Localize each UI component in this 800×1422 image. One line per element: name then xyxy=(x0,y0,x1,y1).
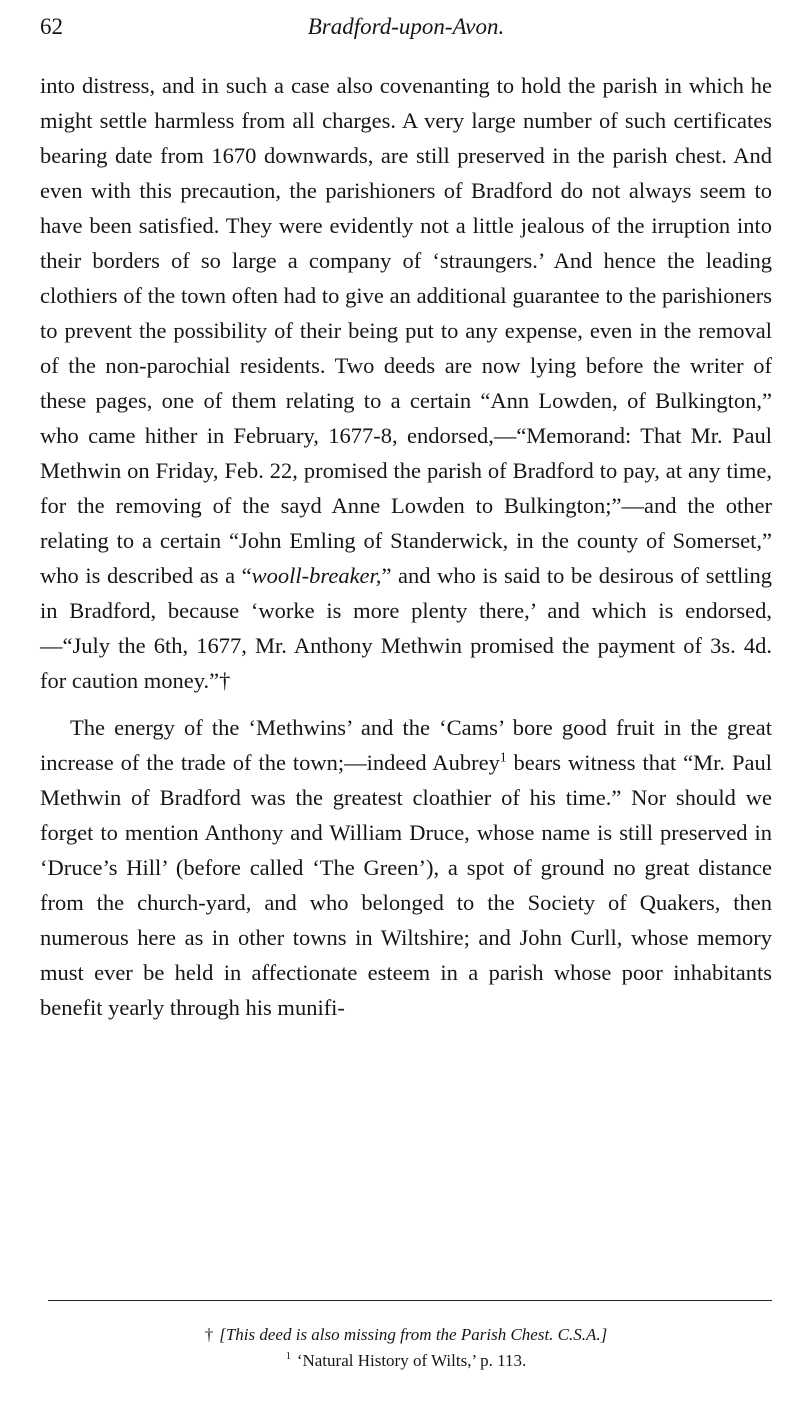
footnote-dagger-mark: † xyxy=(204,1325,214,1344)
footnote-dagger-text: [This deed is also missing from the Parish Chest. C.S.A.] xyxy=(219,1325,608,1344)
italic-term: wooll-breaker, xyxy=(251,563,382,588)
paragraph-2-text-a: The energy of the ‘Methwins’ and the ‘Cams’ bore good fruit in the great increase of the trade of the town;—indeed Aubrey xyxy=(40,715,772,775)
paragraph-1-text-b: ” and who is said to be desirous of settling in Bradford, because ‘worke is more plenty there,’ and which is endorsed,—“July the 6th, 1677, Mr. Anthony Methwin promised the payment of 3s. 4d. for caution money.” xyxy=(40,563,772,693)
dagger-reference: † xyxy=(219,668,231,693)
paragraph-1-text-a: into distress, and in such a case also covenanting to hold the parish in which he might settle harmless from all charges. A very large number of such certificates bearing date from 1670 downwards, are still preserved in the parish chest. And even with this precaution, the parishioners of Bradford do not always seem to have been satisfied. They were evidently not a little jealous of the irruption into their borders of so large a company of ‘straungers.’ And hence the leading clothiers of the town often had to give an additional guarantee to the parishioners to prevent the possibility of their being put to any expense, even in the removal of the non-parochial residents. Two deeds are now lying before the writer of these pages, one of them relating to a certain “Ann Lowden, of Bulkington,” who came hither in February, 1677-8, endorsed,—“Memorand: That Mr. Paul Methwin on Friday, Feb. 22, promised the parish of Bradford to pay, at any time, for the removing of the sayd Anne Lowden to Bulkington;”—and the other relating to a certain “John Emling of Standerwick, in the county of Somerset,” who is described as a “ xyxy=(40,73,772,588)
page-number: 62 xyxy=(40,14,63,39)
paragraph-2 xyxy=(40,710,772,1025)
footnotes xyxy=(40,1322,772,1374)
running-title: Bradford-upon-Avon. xyxy=(307,14,505,39)
paragraph-2-text-b: bears witness that “Mr. Paul Methwin of Bradford was the greatest cloathier of his time.” Nor should we forget to mention Anthony and William Druce, whose name is still preserved in ‘Druce’s Hill’ (before called ‘The Green’), a spot of ground no great distance from the church-yard, and who belonged to the Society of Quakers, then numerous here as in other towns in Wiltshire; and John Curll, whose memory must ever be held in affectionate esteem in a parish whose poor inhabitants benefit yearly through his munifi- xyxy=(40,750,772,1020)
footnote-1-text: ‘Natural History of Wilts,’ p. 113. xyxy=(296,1351,527,1370)
paragraph-1 xyxy=(40,68,772,698)
footnote-reference-1: 1 xyxy=(499,749,507,765)
footnote-1-mark: 1 xyxy=(285,1351,291,1363)
footnote-divider xyxy=(48,1300,772,1301)
footnote-1 xyxy=(40,1348,772,1374)
footnote-dagger xyxy=(40,1322,772,1348)
page-header xyxy=(40,14,772,50)
body-text xyxy=(40,68,772,1025)
